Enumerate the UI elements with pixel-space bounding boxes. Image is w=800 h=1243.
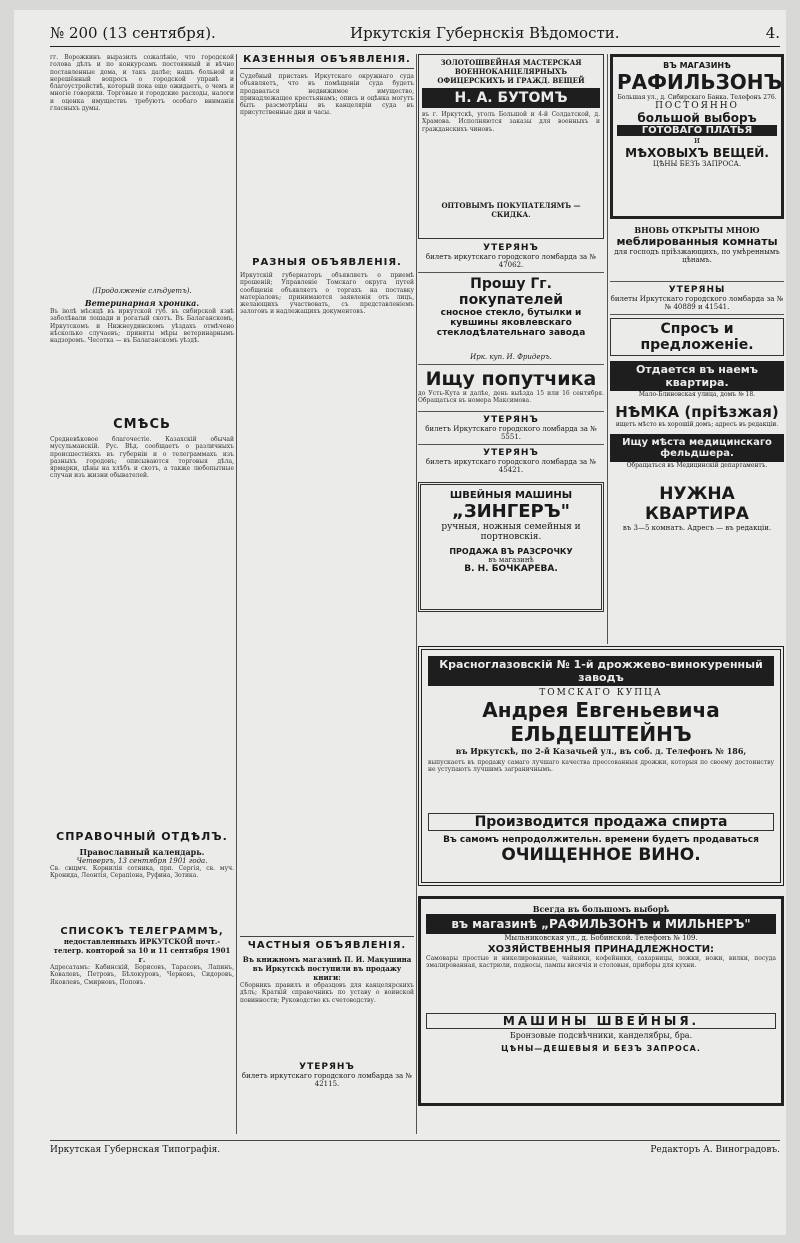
column-rule: [607, 54, 608, 644]
medic-text: Обращаться въ Медицинскій департаментъ.: [626, 462, 768, 469]
milner-prices: ЦѢНЫ—ДЕШЕВЫЯ И БЕЗЪ ЗАПРОСА.: [501, 1044, 701, 1053]
singer-shop: въ магазинѣ: [488, 556, 534, 564]
lost-title: УТЕРЯНЪ: [483, 448, 539, 458]
lost-title: УТЕРЯНЪ: [483, 243, 539, 253]
private-ads-title: ЧАСТНЫЯ ОБЪЯВЛЕНІЯ.: [240, 936, 414, 951]
column-rule: [416, 54, 417, 1134]
page-footer: [50, 1140, 780, 1155]
butom-heading: ЗОЛОТОШВЕЙНАЯ МАСТЕРСКАЯ ВОЕННОКАНЦЕЛЯРНЫХЪ ОФИЦЕРСКИХЪ И ГРАЖД. ВЕЩЕЙ: [437, 58, 585, 85]
milner-ad: [418, 896, 784, 1106]
divider: [418, 411, 604, 412]
column-rule: [236, 54, 237, 1134]
divider: [610, 314, 784, 315]
column-3: [418, 54, 604, 612]
rent-heading: Отдается въ наемъ квартира.: [610, 361, 784, 391]
calendar-title: Православный календарь.: [79, 847, 205, 857]
newspaper-page: [14, 10, 786, 1235]
lost-text: билеты Иркутскаго городского ломбарда за №№ 40889 и 41541.: [610, 295, 784, 311]
reference-title: СПРАВОЧНЫЙ ОТДѢЛЪ.: [56, 830, 228, 843]
butom-name: Н. А. БУТОМЪ: [422, 88, 600, 108]
continued-note: (Продолженіе слѣдуетъ).: [92, 287, 192, 295]
buyers-sign: Ирк. куп. И. Фридеръ.: [470, 353, 552, 361]
butom-ad: [418, 54, 604, 239]
raf-big: большой выборъ: [637, 111, 757, 125]
butom-text: въ г. Иркутскѣ, уголъ Большой и 4-й Солдатской, д. Храмова. Исполняются заказы для военныхъ и гражданскихъ чиновъ.: [422, 111, 600, 133]
divider: [418, 444, 604, 445]
printer-name: Иркутская Губернская Типографія.: [50, 1145, 221, 1155]
divider: [418, 364, 604, 365]
rent-address: Мало-Блиновская улица, домъ № 18.: [638, 391, 756, 398]
lost-ticket-text: билетъ иркутскаго городского ломбарда за № 42115.: [241, 1072, 413, 1088]
eld-name: Андрея Евгеньевича ЕЛЬДЕШТЕЙНЪ: [482, 698, 720, 746]
page-number: 4.: [765, 24, 780, 42]
german-heading: НѢМКА (пріѣзжая): [615, 403, 779, 421]
raf-address: Большая ул., д. Сибирскаго Банка. Телефонъ 276.: [617, 94, 777, 101]
lost-title: УТЕРЯНЪ: [483, 415, 539, 425]
supply-heading: Спросъ и предложеніе.: [610, 318, 784, 356]
lost-text: билетъ Иркутскаго городского ломбарда за № 5551.: [425, 425, 597, 441]
calendar-date: Четвергъ, 13 сентября 1901 года.: [76, 857, 208, 865]
apartment-heading: НУЖНА КВАРТИРА: [645, 484, 749, 524]
eld-sub: ТОМСКАГО КУПЦА: [539, 688, 663, 698]
calendar-text: Св. свщмч. Корнилія сотника, прп. Сергія, св. муч. Кронида, Леонтія, Серапіона, Руфина, Зотика.: [50, 865, 234, 880]
column-2: [240, 54, 414, 1088]
rooms-heading: ВНОВЬ ОТКРЫТЫ МНОЮ: [634, 225, 760, 235]
german-text: ищетъ мѣсто въ хорошій домъ; адресъ въ редакціи.: [615, 421, 779, 428]
raf-heading: ВЪ МАГАЗИНѢ: [663, 61, 731, 70]
milner-name: въ магазинѣ „РАФИЛЬЗОНЪ и МИЛЬНЕРЪ": [426, 914, 776, 934]
milner-machines: МАШИНЫ ШВЕЙНЫЯ.: [426, 1013, 776, 1029]
singer-heading: ШВЕЙНЫЯ МАШИНЫ: [449, 490, 573, 501]
newspaper-title: Иркутскія Губернскія Вѣдомости.: [350, 24, 620, 42]
singer-brand: „ЗИНГЕРЪ": [452, 501, 570, 522]
issue-number: № 200 (13 сентября).: [50, 24, 216, 42]
gov-ads-title: КАЗЕННЫЯ ОБЪЯВЛЕНІЯ.: [240, 54, 414, 69]
milner-text: Самовары простые и никелированные, чайники, кофейники, сахарницы, ложки, ножи, вилки, посуда эмалированная, кастрюли, подносы, лампы висячія и столовыя, приборы для кухни.: [426, 955, 776, 970]
singer-sale: ПРОДАЖА ВЪ РАЗСРОЧКУ: [449, 547, 573, 556]
lost-ticket-title: УТЕРЯНЪ: [299, 1062, 355, 1072]
rafilzon-ad: [610, 54, 784, 219]
raf-and: и: [694, 136, 700, 146]
singer-text: ручныя, ножныя семейныя и портновскія.: [441, 522, 581, 542]
column-1: [50, 54, 234, 1044]
eld-text: выпускаетъ въ продажу самаго лучшаго качества прессованныя дрожжи, которыя по своему достоинству не уступаютъ лучшимъ заграничнымъ.: [428, 759, 774, 774]
milner-title: ХОЗЯЙСТВЕННЫЯ ПРИНАДЛЕЖНОСТИ:: [487, 944, 715, 955]
lost-text: билетъ иркутскаго городского ломбарда за № 47062.: [425, 253, 597, 269]
medic-heading: Ищу мѣста медицинскаго фельдшера.: [610, 434, 784, 462]
page-header: [50, 24, 780, 47]
lost-title: УТЕРЯНЫ: [668, 285, 726, 295]
singer-ad: [418, 482, 604, 612]
raf-name: РАФИЛЬЗОНЪ: [617, 70, 783, 94]
bookshop-text: Сборникъ правилъ и образцовъ для канцелярскихъ дѣлъ; Краткій справочникъ по уставу о воинской повинности; Руководство къ счетоводству.: [240, 982, 414, 1004]
eld-address: въ Иркутскѣ, по 2-й Казачьей ул., въ соб. д. Телефонъ № 186,: [455, 746, 747, 756]
milner-bronze: Бронзовые подсвѣчники, канделябры, бра.: [509, 1031, 693, 1040]
raf-ready: ГОТОВАГО ПЛАТЬЯ: [617, 125, 777, 136]
companion-text: до Усть-Кута и далѣе, день выѣзда 15 или 16 сентября. Обращаться въ номера Максимова.: [418, 390, 604, 405]
rooms-title: меблированныя комнаты: [616, 235, 778, 248]
raf-fur: МѢХОВЫХЪ ВЕЩЕЙ.: [625, 146, 769, 160]
eld-band-2: Въ самомъ непродолжительн. времени будетъ продаваться: [443, 835, 759, 845]
raf-always: ПОСТОЯННО: [655, 101, 739, 111]
raf-price: ЦѢНЫ БЕЗЪ ЗАПРОСА.: [652, 160, 742, 168]
milner-heading: Всегда въ большомъ выборѣ: [532, 904, 670, 914]
telegram-subtitle: недоставленныхъ ИРКУТСКОЙ почт.-телегр. конторой за 10 и 11 сентября 1901 г.: [53, 937, 231, 964]
gov-ads-text: Судебный приставъ Иркутскаго окружнаго суда объявляетъ, что въ помѣщеніи суда будетъ продаваться недвижимое имущество, принадлежащее крестьянамъ; опись и оцѣнка могутъ быть разсмотрѣны въ канцеляріи суда въ присутственные дни и часы.: [240, 73, 414, 117]
misc-ads-title: РАЗНЫЯ ОБЪЯВЛЕНІЯ.: [252, 257, 402, 268]
eldeshtein-ad: [418, 646, 784, 886]
eld-band-1: Производится продажа спирта: [428, 813, 774, 831]
divider: [610, 281, 784, 282]
apartment-text: въ 3—5 комнатъ. Адресъ — въ редакціи.: [622, 524, 772, 532]
mix-title: СМѢСЬ: [113, 417, 171, 432]
buyers-title: Прошу Гг. покупателей: [458, 276, 564, 308]
editor-name: Редакторъ А. Виноградовъ.: [650, 1145, 780, 1155]
misc-ads-text: Иркутскій губернаторъ объявляетъ о приемѣ прошеній; Управленіе Томскаго округа путей сообщенія объявляетъ о торгахъ на поставку матеріаловъ; принимаются заявленія отъ лицъ, желающихъ участвовать, съ представленіемъ залоговъ и надлежащихъ документовъ.: [240, 272, 414, 316]
mix-text: Средневѣковое благочестіе. Казахскій обычай мусульманскій. Рус. Вѣд. сообщаетъ о различныхъ происшествіяхъ въ губерніи и о телеграммахъ изъ разныхъ городовъ; описываются торговыя дѣла, ярмарки, цѣны на хлѣбъ и скотъ, а также любопытные случаи изъ жизни обывателей.: [50, 436, 234, 480]
article-text: гг. Ворожкинъ выразилъ сожалѣніе, что городской голова дѣлъ и по конкурсамъ постоянный и вѣчно поставленные дома, и такъ далѣе; нашъ больной и нерешённый вопросъ о городской управѣ и благоустройствѣ, который пока еще ожидаетъ, о чемъ и многіе говорили. Торговые и городские расходы, налоги и оценка имуществъ требуютъ особаго вниманія гласныхъ думы.: [50, 54, 234, 113]
telegram-text: Адресатамъ: Кабинскій, Борисовъ, Тарасовъ, Лапинъ, Ковалевъ, Петровъ, Бѣлокуровъ, Черновъ, Сидоровъ, Яковлевъ, Смирновъ, Поповъ.: [50, 964, 234, 986]
vet-title: Ветеринарная хроника.: [84, 298, 200, 308]
bookshop-heading: Въ книжномъ магазинѣ П. И. Макушина въ Иркутскѣ поступили въ продажу книги:: [242, 955, 412, 982]
divider: [418, 272, 604, 273]
lost-text: билетъ иркутскаго городского ломбарда за № 45421.: [425, 458, 597, 474]
vet-text: Въ іюлѣ мѣсяцѣ въ иркутской губ. въ сибирской язвѣ заболѣвали лошади и рогатый скотъ. Въ Балаганскомъ, Иркутскомъ и Нижнеудинскомъ уѣздахъ отмѣчено нѣсколько случаевъ; приняты мѣры ветеринарнымъ надзоромъ. Чесотка — въ Балаганскомъ уѣздѣ.: [50, 308, 234, 345]
milner-address: Мыльниковская ул., д. Бобинской. Телефонъ № 109.: [504, 934, 698, 942]
butom-footer: ОПТОВЫМЪ ПОКУПАТЕЛЯМЪ — СКИДКА.: [441, 201, 581, 219]
eld-band-3: ОЧИЩЕННОЕ ВИНО.: [501, 845, 701, 865]
buyers-text: сносное стекло, бутылки и кувшины яковлевскаго стеклодѣлательнаго завода: [436, 308, 586, 338]
companion-title: Ищу попутчика: [425, 368, 597, 390]
column-4: [610, 54, 784, 532]
eld-heading: Красноглазовскій № 1-й дрожжево-винокуренный заводъ: [428, 656, 774, 686]
singer-owner: В. Н. БОЧКАРЕВА.: [464, 564, 558, 574]
telegram-title: СПИСОКЪ ТЕЛЕГРАММЪ,: [60, 926, 224, 937]
rooms-text: для господъ пріѣзжающихъ, по умѣреннымъ цѣнамъ.: [614, 248, 780, 264]
